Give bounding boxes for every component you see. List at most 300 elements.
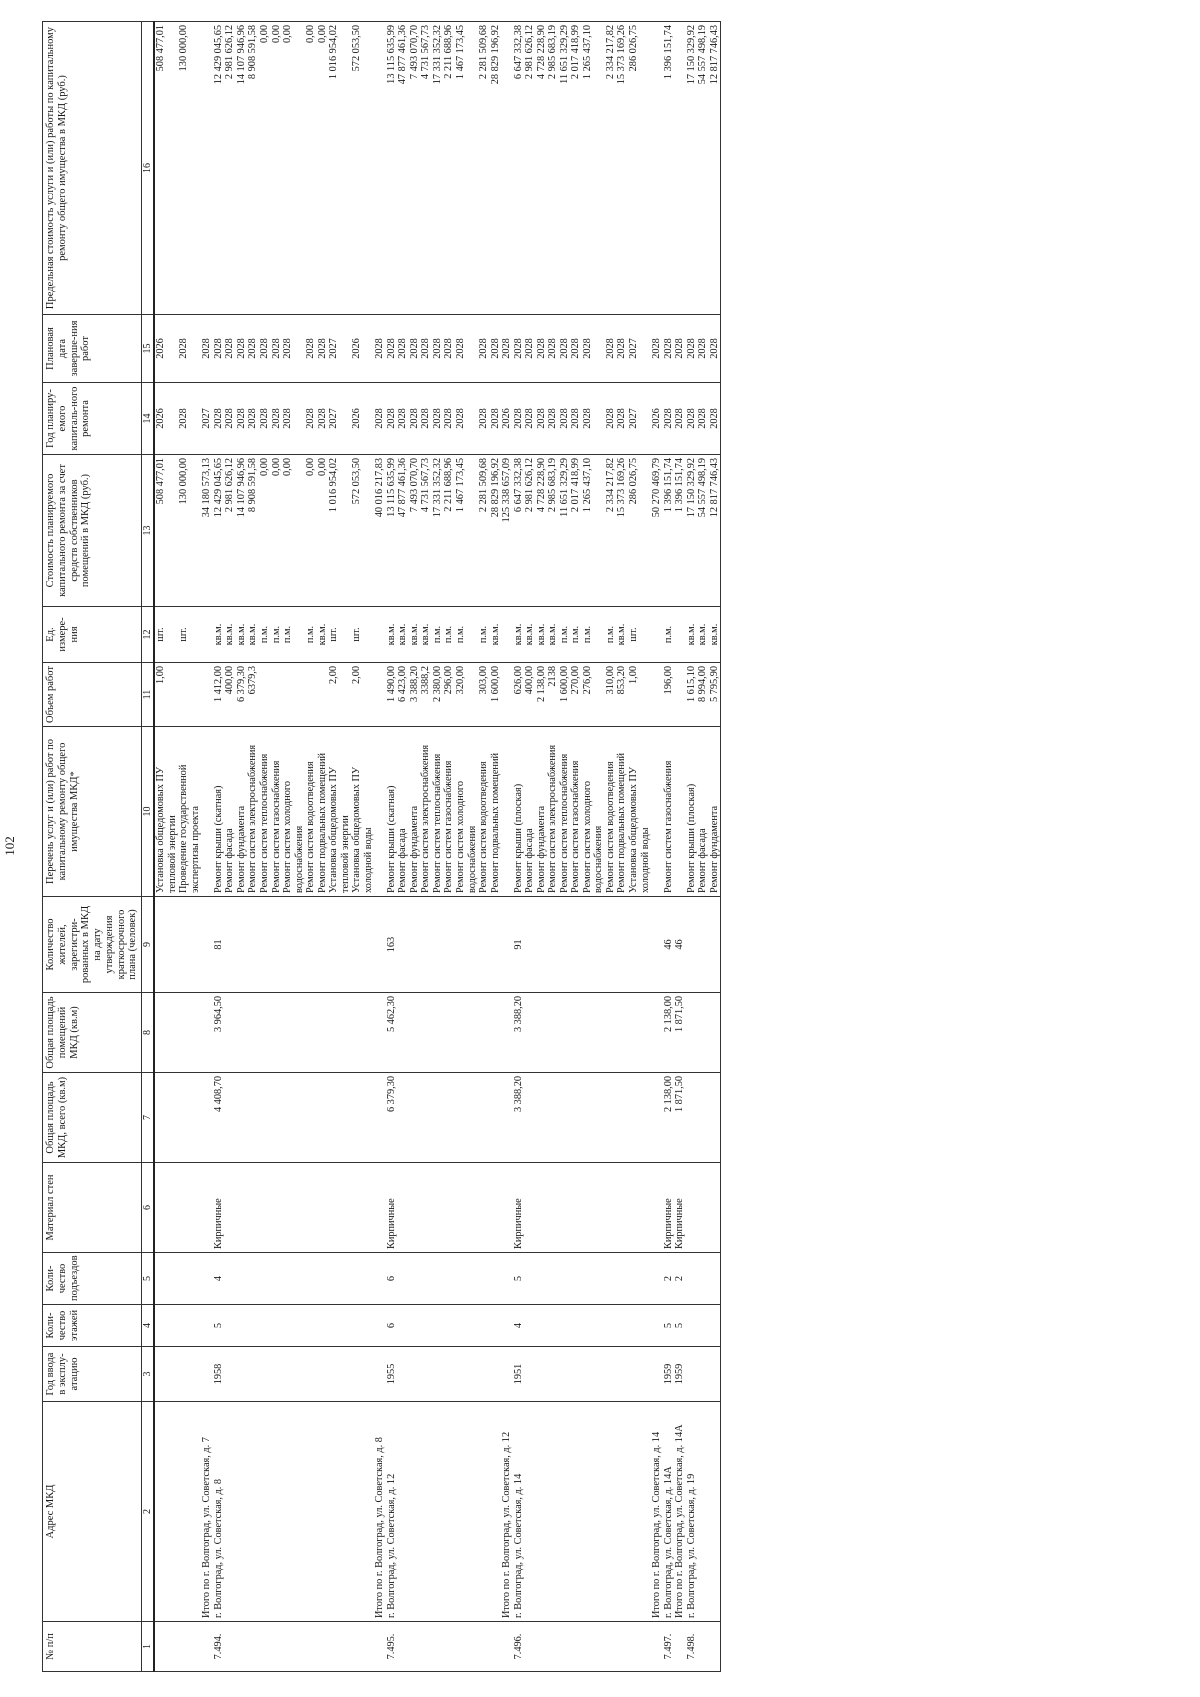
table-cell: 2028 <box>651 315 663 383</box>
table-cell <box>247 993 259 1073</box>
table-cell: 508 477,01 <box>154 22 178 315</box>
table-cell: 7.495. <box>386 1622 398 1672</box>
table-cell: 508 477,01 <box>154 455 178 607</box>
table-cell: 2 981 626,12 <box>524 22 536 315</box>
table-cell: 130 000,00 <box>178 455 201 607</box>
table-cell <box>501 1163 513 1253</box>
table-cell <box>282 1163 305 1253</box>
table-cell <box>397 1073 409 1163</box>
table-cell: 2028 <box>247 383 259 455</box>
table-cell <box>271 897 283 993</box>
table-cell <box>570 1402 582 1622</box>
table-cell: 1 600,00 <box>559 663 571 727</box>
table-cell <box>651 607 663 663</box>
table-cell <box>536 1402 548 1622</box>
table-cell <box>524 1305 536 1347</box>
table-cell <box>628 993 651 1073</box>
table-cell: 2028 <box>224 315 236 383</box>
table-cell: кв.м. <box>213 607 225 663</box>
column-number: 16 <box>142 22 155 315</box>
table-cell <box>374 1347 386 1402</box>
table-cell <box>490 993 502 1073</box>
table-cell <box>582 1402 605 1622</box>
table-cell <box>409 1622 421 1672</box>
table-cell <box>443 1073 455 1163</box>
table-cell: 2028 <box>547 383 559 455</box>
table-cell: 2028 <box>709 383 721 455</box>
table-cell <box>628 897 651 993</box>
table-cell: 5 462,30 <box>386 993 398 1073</box>
table-cell <box>490 1163 502 1253</box>
table-cell <box>236 1402 248 1622</box>
table-cell: 46 <box>663 897 675 993</box>
table-cell <box>317 1253 329 1305</box>
table-cell <box>374 607 386 663</box>
table-cell: 2138 <box>547 663 559 727</box>
table-cell: 2026 <box>351 383 374 455</box>
table-cell: 0,00 <box>317 455 329 607</box>
table-cell <box>271 1402 283 1622</box>
table-cell <box>282 1347 305 1402</box>
table-cell <box>628 1073 651 1163</box>
table-cell <box>547 1073 559 1163</box>
table-cell <box>271 993 283 1073</box>
table-cell: Установка общедомовых ПУ холодной воды <box>628 727 651 897</box>
table-cell <box>455 897 478 993</box>
table-cell: 2028 <box>236 383 248 455</box>
table-cell <box>247 1073 259 1163</box>
table-cell: кв.м. <box>409 607 421 663</box>
table-cell <box>686 1073 698 1163</box>
table-cell: 1 467 173,45 <box>455 22 478 315</box>
table-cell: п.м. <box>582 607 605 663</box>
table-cell <box>628 1163 651 1253</box>
table-cell: Ремонт фасада <box>224 727 236 897</box>
table-cell <box>570 1073 582 1163</box>
table-row <box>271 22 283 1672</box>
table-cell: 2028 <box>490 315 502 383</box>
table-cell <box>328 1305 351 1347</box>
table-cell <box>271 1622 283 1672</box>
table-cell <box>616 1163 628 1253</box>
table-cell <box>547 897 559 993</box>
table-cell <box>374 1305 386 1347</box>
table-cell: 1 016 954,02 <box>328 22 351 315</box>
table-cell <box>455 1622 478 1672</box>
table-cell: 2028 <box>524 315 536 383</box>
column-number: 10 <box>142 727 155 897</box>
table-cell: г. Волгоград, ул. Советская, д. 8 <box>213 1402 225 1622</box>
table-cell <box>536 1073 548 1163</box>
table-cell: Ремонт систем водоотведения <box>478 727 490 897</box>
table-cell: 270,00 <box>570 663 582 727</box>
table-cell: 2 017 418,99 <box>570 455 582 607</box>
table-cell: 2028 <box>674 315 686 383</box>
table-row <box>709 22 721 1672</box>
column-header: Адрес МКД <box>43 1402 142 1622</box>
table-cell <box>420 897 432 993</box>
column-number: 1 <box>142 1622 155 1672</box>
table-cell <box>478 897 490 993</box>
table-cell <box>305 993 317 1073</box>
table-cell <box>570 1305 582 1347</box>
table-cell: Ремонт систем газоснабжения <box>570 727 582 897</box>
table-cell <box>247 1347 259 1402</box>
table-cell <box>709 1073 721 1163</box>
table-row <box>616 22 628 1672</box>
table-cell <box>154 993 178 1073</box>
table-cell: 17 331 352,32 <box>432 22 444 315</box>
table-cell: 1 615,10 <box>686 663 698 727</box>
table-row <box>663 22 675 1672</box>
table-cell <box>709 1622 721 1672</box>
column-header: Объем работ <box>43 663 142 727</box>
table-cell <box>374 993 386 1073</box>
table-cell <box>374 1073 386 1163</box>
table-cell <box>559 1163 571 1253</box>
table-cell: 47 877 461,36 <box>397 455 409 607</box>
table-cell <box>409 1402 421 1622</box>
table-cell: 4 731 567,73 <box>420 455 432 607</box>
table-cell: 2 981 626,12 <box>224 455 236 607</box>
table-cell <box>328 1253 351 1305</box>
table-cell: 2 985 683,19 <box>547 455 559 607</box>
table-cell <box>490 1305 502 1347</box>
table-cell <box>478 1402 490 1622</box>
table-cell <box>178 993 201 1073</box>
table-cell: Ремонт крыши (плоская) <box>686 727 698 897</box>
table-cell: 320,00 <box>455 663 478 727</box>
table-cell: 0,00 <box>259 22 271 315</box>
table-cell: 2028 <box>582 383 605 455</box>
table-cell: п.м. <box>259 607 271 663</box>
table-cell <box>259 993 271 1073</box>
table-cell: 7.498. <box>686 1622 698 1672</box>
table-cell: 3 388,20 <box>409 663 421 727</box>
table-cell <box>501 607 513 663</box>
table-cell: Установка общедомовых ПУ тепловой энергии <box>154 727 178 897</box>
table-cell <box>536 1253 548 1305</box>
table-cell: 2028 <box>259 383 271 455</box>
table-cell <box>582 1253 605 1305</box>
table-cell <box>605 1163 617 1253</box>
table-cell: 626,00 <box>513 663 525 727</box>
table-cell: 6 379,30 <box>236 663 248 727</box>
column-header: Коли-чество этажей <box>43 1305 142 1347</box>
table-cell: Ремонт подвальных помещений <box>317 727 329 897</box>
table-cell <box>524 1347 536 1402</box>
table-cell <box>651 1622 663 1672</box>
table-cell <box>478 1347 490 1402</box>
table-cell <box>420 1305 432 1347</box>
table-cell: 5 <box>674 1305 686 1347</box>
table-cell: 0,00 <box>305 22 317 315</box>
table-cell <box>478 1622 490 1672</box>
table-cell <box>154 1163 178 1253</box>
table-cell: 1 600,00 <box>490 663 502 727</box>
table-cell <box>478 1253 490 1305</box>
table-cell <box>501 727 513 897</box>
table-cell <box>420 1622 432 1672</box>
table-cell <box>236 897 248 993</box>
table-cell <box>651 663 663 727</box>
table-cell: Ремонт систем теплоснабжения <box>559 727 571 897</box>
table-cell: 13 115 635,99 <box>386 22 398 315</box>
table-cell <box>305 897 317 993</box>
table-cell <box>524 993 536 1073</box>
table-cell <box>443 993 455 1073</box>
table-cell <box>351 897 374 993</box>
table-cell <box>328 897 351 993</box>
table-cell: 2028 <box>455 315 478 383</box>
table-cell: Ремонт систем теплоснабжения <box>259 727 271 897</box>
table-cell: 2 <box>674 1253 686 1305</box>
table-cell: 12 817 746,43 <box>709 455 721 607</box>
table-row <box>247 22 259 1672</box>
table-cell: 2028 <box>524 383 536 455</box>
table-cell: п.м. <box>443 607 455 663</box>
table-cell <box>443 1253 455 1305</box>
table-cell <box>271 1073 283 1163</box>
table-cell: 2028 <box>397 383 409 455</box>
table-cell <box>305 1402 317 1622</box>
table-cell <box>420 1073 432 1163</box>
table-cell <box>351 1622 374 1672</box>
table-cell <box>651 22 663 315</box>
table-cell: 1955 <box>386 1347 398 1402</box>
table-cell <box>709 1305 721 1347</box>
table-cell <box>282 897 305 993</box>
table-cell <box>432 1305 444 1347</box>
table-cell: 4 408,70 <box>213 1073 225 1163</box>
table-cell: 11 651 329,29 <box>559 22 571 315</box>
table-cell: 54 557 498,19 <box>697 22 709 315</box>
table-cell: 17 150 329,92 <box>686 455 698 607</box>
table-cell: 2 017 418,99 <box>570 22 582 315</box>
table-cell: 196,00 <box>663 663 675 727</box>
table-cell <box>501 1073 513 1163</box>
table-cell: 2028 <box>605 315 617 383</box>
table-cell <box>317 1402 329 1622</box>
table-row <box>559 22 571 1672</box>
table-cell: Кирпичные <box>513 1163 525 1253</box>
table-cell <box>432 993 444 1073</box>
table-row <box>478 22 490 1672</box>
table-cell: 2028 <box>420 315 432 383</box>
table-cell: 1 467 173,45 <box>455 455 478 607</box>
table-cell <box>317 663 329 727</box>
table-cell: Установка общедомовых ПУ тепловой энергии <box>328 727 351 897</box>
table-cell <box>697 1305 709 1347</box>
table-cell <box>420 1347 432 1402</box>
table-cell <box>501 993 513 1073</box>
table-cell <box>282 993 305 1073</box>
table-cell <box>328 993 351 1073</box>
column-header: Плановая дата заверше-ния работ <box>43 315 142 383</box>
table-cell: п.м. <box>559 607 571 663</box>
table-cell <box>201 727 213 897</box>
table-cell: 5 <box>213 1305 225 1347</box>
column-header: Ед. измере-ния <box>43 607 142 663</box>
table-cell <box>317 1305 329 1347</box>
table-cell <box>397 993 409 1073</box>
table-cell <box>224 1305 236 1347</box>
table-cell <box>674 22 686 315</box>
table-cell: 2028 <box>697 383 709 455</box>
table-cell: Итого по г. Волгоград, ул. Советская, д. 8 <box>374 1402 386 1622</box>
table-cell: 2026 <box>351 315 374 383</box>
table-cell <box>432 1253 444 1305</box>
table-cell <box>501 1305 513 1347</box>
table-cell <box>328 1347 351 1402</box>
table-cell: 14 107 946,96 <box>236 455 248 607</box>
table-cell <box>247 897 259 993</box>
table-cell: 2028 <box>259 315 271 383</box>
table-cell: 2028 <box>236 315 248 383</box>
table-row <box>328 22 351 1672</box>
table-cell: кв.м. <box>547 607 559 663</box>
table-cell <box>236 1305 248 1347</box>
table-cell: 2028 <box>317 315 329 383</box>
table-cell: 2028 <box>386 383 398 455</box>
table-cell <box>570 993 582 1073</box>
table-cell <box>328 1622 351 1672</box>
table-cell: 2028 <box>213 315 225 383</box>
table-cell <box>282 663 305 727</box>
table-cell: кв.м. <box>236 607 248 663</box>
table-cell: Ремонт фундамента <box>536 727 548 897</box>
table-cell: 2028 <box>559 383 571 455</box>
table-cell <box>409 1347 421 1402</box>
table-cell <box>201 607 213 663</box>
table-cell: 2026 <box>154 383 178 455</box>
table-cell: 6 647 332,38 <box>513 22 525 315</box>
table-cell <box>443 1622 455 1672</box>
table-cell <box>628 1305 651 1347</box>
table-cell <box>224 1347 236 1402</box>
table-cell: 2 281 509,68 <box>478 455 490 607</box>
table-cell: 853,20 <box>616 663 628 727</box>
column-header: Перечень услуг и (или) работ по капитальному ремонту общего имущества МКД* <box>43 727 142 897</box>
table-cell <box>397 897 409 993</box>
table-cell <box>236 1347 248 1402</box>
table-cell <box>709 993 721 1073</box>
table-cell <box>259 1402 271 1622</box>
table-cell: 3388,2 <box>420 663 432 727</box>
table-cell: 2026 <box>501 383 513 455</box>
table-cell <box>490 1347 502 1402</box>
table-cell: 2028 <box>247 315 259 383</box>
table-row <box>524 22 536 1672</box>
table-row <box>686 22 698 1672</box>
table-cell <box>547 1163 559 1253</box>
table-cell <box>351 1347 374 1402</box>
table-cell <box>686 993 698 1073</box>
table-cell <box>616 897 628 993</box>
table-cell: 3 964,50 <box>213 993 225 1073</box>
table-cell: 34 180 573,13 <box>201 455 213 607</box>
table-cell <box>582 993 605 1073</box>
table-cell: п.м. <box>478 607 490 663</box>
table-cell: Ремонт систем холодного водоснабжения <box>282 727 305 897</box>
table-cell: 1959 <box>663 1347 675 1402</box>
table-cell: 286 026,75 <box>628 455 651 607</box>
table-cell: 0,00 <box>282 22 305 315</box>
table-cell: 2028 <box>697 315 709 383</box>
table-cell <box>351 1253 374 1305</box>
table-cell <box>397 1622 409 1672</box>
table-cell: 28 829 196,92 <box>490 22 502 315</box>
table-cell: 2028 <box>443 315 455 383</box>
table-cell <box>259 1622 271 1672</box>
table-cell: Ремонт систем газоснабжения <box>443 727 455 897</box>
table-cell <box>236 1622 248 1672</box>
table-cell: 2028 <box>374 315 386 383</box>
table-cell <box>674 727 686 897</box>
page-number: 102 <box>2 836 17 856</box>
table-cell: Ремонт систем электроснабжения <box>247 727 259 897</box>
table-cell <box>570 897 582 993</box>
table-cell: 4 728 228,90 <box>536 22 548 315</box>
table-cell: 1 016 954,02 <box>328 455 351 607</box>
table-cell: шт. <box>178 607 201 663</box>
table-cell <box>247 1305 259 1347</box>
table-cell: 0,00 <box>317 22 329 315</box>
table-cell <box>616 993 628 1073</box>
table-cell: кв.м. <box>616 607 628 663</box>
table-cell <box>201 22 213 315</box>
table-cell <box>674 1622 686 1672</box>
table-cell <box>282 1622 305 1672</box>
table-cell: 2028 <box>663 315 675 383</box>
table-cell <box>501 1347 513 1402</box>
table-cell <box>409 993 421 1073</box>
table-cell: 163 <box>386 897 398 993</box>
table-cell: 2028 <box>536 383 548 455</box>
table-cell <box>536 993 548 1073</box>
table-cell <box>709 1347 721 1402</box>
table-cell <box>201 1163 213 1253</box>
table-cell <box>317 1073 329 1163</box>
table-cell: Ремонт фундамента <box>409 727 421 897</box>
table-cell <box>697 1253 709 1305</box>
table-cell <box>536 1305 548 1347</box>
table-cell <box>697 993 709 1073</box>
column-header: Год ввода в эксплу-атацию <box>43 1347 142 1402</box>
table-cell <box>374 22 386 315</box>
table-row <box>547 22 559 1672</box>
table-cell <box>328 1073 351 1163</box>
table-cell: 54 557 498,19 <box>697 455 709 607</box>
column-header: Количество жителей, зарегистри-рованных в МКД на дату утверждения краткосрочного плана (человек) <box>43 897 142 993</box>
table-cell <box>616 1347 628 1402</box>
table-cell: п.м. <box>282 607 305 663</box>
table-row <box>213 22 225 1672</box>
table-cell: 303,00 <box>478 663 490 727</box>
table-cell <box>443 1347 455 1402</box>
table-cell: 310,00 <box>605 663 617 727</box>
table-cell <box>282 1402 305 1622</box>
table-cell <box>224 993 236 1073</box>
header-row <box>43 22 142 1672</box>
table-row <box>651 22 663 1672</box>
table-cell <box>351 1163 374 1253</box>
table-cell: 2 985 683,19 <box>547 22 559 315</box>
table-cell: 2028 <box>663 383 675 455</box>
table-cell <box>154 1073 178 1163</box>
table-cell <box>547 1347 559 1402</box>
table-cell: 5 <box>663 1305 675 1347</box>
